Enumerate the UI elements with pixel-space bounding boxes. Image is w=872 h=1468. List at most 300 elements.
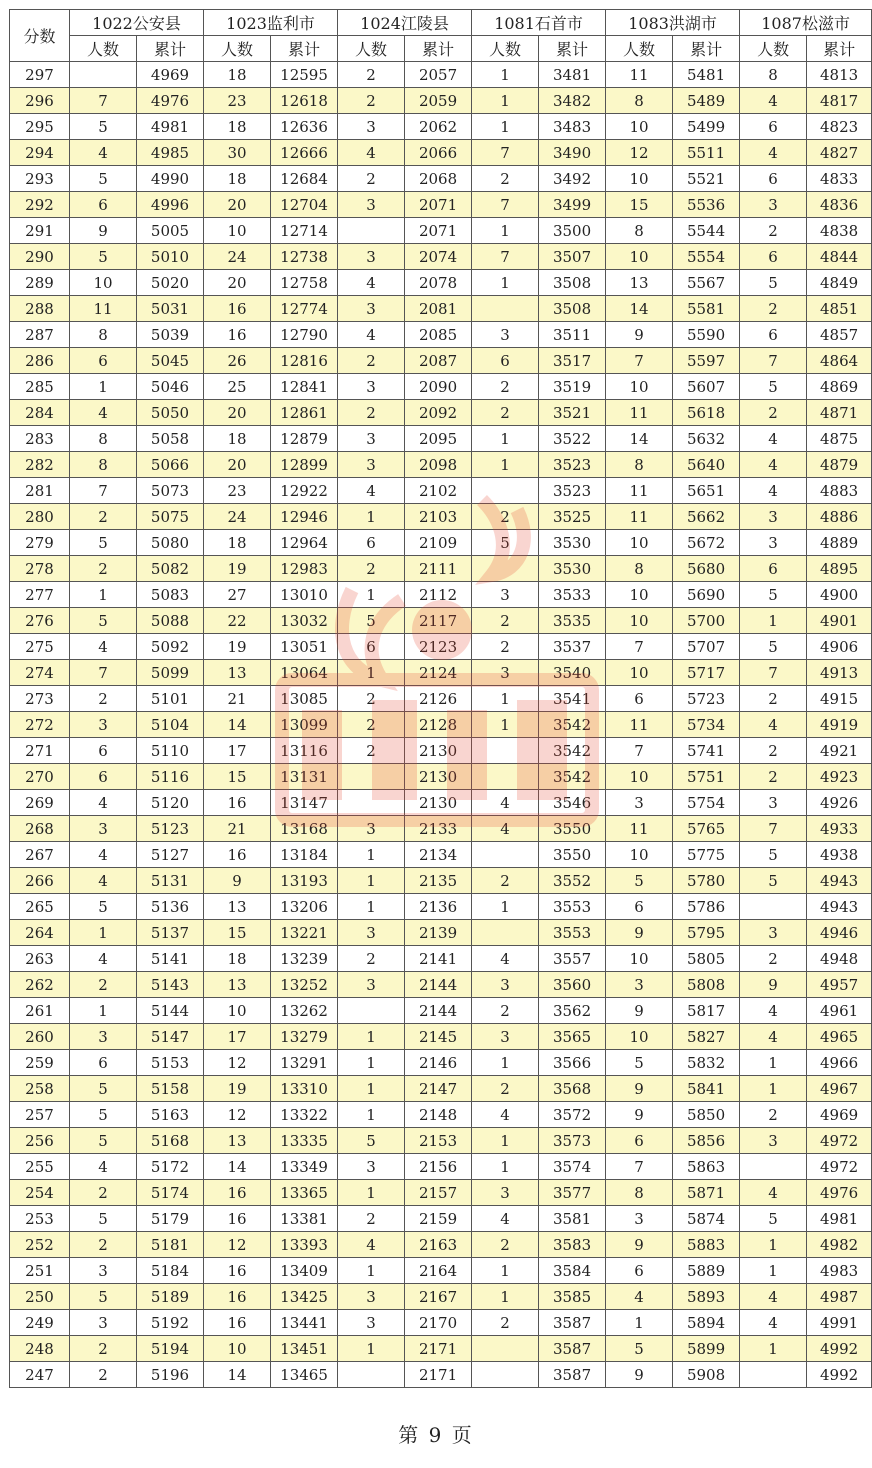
count-cell: 3 (338, 972, 405, 998)
cumulative-cell: 5707 (673, 634, 740, 660)
cumulative-cell: 2133 (405, 816, 472, 842)
cumulative-cell: 3552 (539, 868, 606, 894)
cumulative-cell: 2071 (405, 192, 472, 218)
count-cell: 4 (740, 88, 807, 114)
count-cell: 1 (338, 1258, 405, 1284)
cumulative-cell: 4991 (807, 1310, 872, 1336)
table-row (10, 1024, 872, 1050)
cumulative-cell: 4836 (807, 192, 872, 218)
cumulative-cell: 5751 (673, 764, 740, 790)
cumulative-cell: 12684 (271, 166, 338, 192)
cumulative-cell: 5871 (673, 1180, 740, 1206)
cumulative-cell: 2147 (405, 1076, 472, 1102)
cumulative-cell: 12879 (271, 426, 338, 452)
count-cell (472, 556, 539, 582)
count-cell: 2 (338, 166, 405, 192)
cumulative-cell: 5883 (673, 1232, 740, 1258)
cumulative-cell: 4864 (807, 348, 872, 374)
count-cell: 10 (204, 1336, 271, 1362)
count-cell: 16 (204, 842, 271, 868)
cumulative-cell: 4833 (807, 166, 872, 192)
cumulative-cell: 5651 (673, 478, 740, 504)
count-cell: 4 (472, 1206, 539, 1232)
score-cell: 265 (10, 894, 70, 920)
count-cell: 3 (338, 192, 405, 218)
cumulative-cell: 2092 (405, 400, 472, 426)
cumulative-cell: 2087 (405, 348, 472, 374)
count-cell (472, 920, 539, 946)
cumulative-cell: 3562 (539, 998, 606, 1024)
cumulative-cell: 3585 (539, 1284, 606, 1310)
score-cell: 278 (10, 556, 70, 582)
cumulative-cell: 4987 (807, 1284, 872, 1310)
cumulative-header: 累计 (137, 36, 204, 62)
cumulative-cell: 2112 (405, 582, 472, 608)
count-cell (338, 218, 405, 244)
cumulative-cell: 5889 (673, 1258, 740, 1284)
cumulative-cell: 4857 (807, 322, 872, 348)
cumulative-cell: 5099 (137, 660, 204, 686)
score-cell: 250 (10, 1284, 70, 1310)
cumulative-cell: 2130 (405, 738, 472, 764)
cumulative-cell: 3481 (539, 62, 606, 88)
cumulative-cell: 5083 (137, 582, 204, 608)
table-row (10, 1076, 872, 1102)
cumulative-cell: 4992 (807, 1336, 872, 1362)
count-cell: 2 (740, 218, 807, 244)
cumulative-cell: 5805 (673, 946, 740, 972)
score-cell: 289 (10, 270, 70, 296)
count-cell: 24 (204, 244, 271, 270)
count-cell: 8 (70, 322, 137, 348)
count-cell: 14 (204, 1362, 271, 1388)
cumulative-cell: 12595 (271, 62, 338, 88)
table-row (10, 816, 872, 842)
count-cell: 7 (740, 816, 807, 842)
count-cell: 1 (338, 582, 405, 608)
count-cell: 7 (740, 348, 807, 374)
cumulative-cell: 3530 (539, 530, 606, 556)
count-cell: 4 (740, 426, 807, 452)
count-cell: 9 (606, 998, 673, 1024)
count-cell: 2 (740, 686, 807, 712)
count-cell: 13 (204, 660, 271, 686)
count-cell: 6 (606, 1128, 673, 1154)
cumulative-cell: 5734 (673, 712, 740, 738)
cumulative-cell: 2130 (405, 764, 472, 790)
cumulative-cell: 4983 (807, 1258, 872, 1284)
cumulative-cell: 4938 (807, 842, 872, 868)
score-cell: 257 (10, 1102, 70, 1128)
table-row (10, 868, 872, 894)
cumulative-cell: 2068 (405, 166, 472, 192)
count-cell: 2 (70, 1180, 137, 1206)
table-row (10, 1154, 872, 1180)
count-cell: 1 (70, 998, 137, 1024)
count-cell: 3 (70, 816, 137, 842)
count-cell: 5 (740, 582, 807, 608)
count-cell: 4 (740, 478, 807, 504)
count-cell: 7 (606, 738, 673, 764)
count-cell: 1 (472, 894, 539, 920)
count-cell: 1 (70, 582, 137, 608)
score-cell: 297 (10, 62, 70, 88)
table-row (10, 556, 872, 582)
cumulative-cell: 12738 (271, 244, 338, 270)
cumulative-cell: 5168 (137, 1128, 204, 1154)
cumulative-cell: 4976 (807, 1180, 872, 1206)
cumulative-cell: 3546 (539, 790, 606, 816)
cumulative-cell: 2057 (405, 62, 472, 88)
cumulative-cell: 2081 (405, 296, 472, 322)
count-cell: 2 (472, 634, 539, 660)
cumulative-cell: 5832 (673, 1050, 740, 1076)
cumulative-cell: 5723 (673, 686, 740, 712)
cumulative-cell: 13291 (271, 1050, 338, 1076)
score-cell: 270 (10, 764, 70, 790)
count-cell: 3 (472, 322, 539, 348)
count-cell: 1 (338, 1336, 405, 1362)
cumulative-cell: 5005 (137, 218, 204, 244)
cumulative-cell: 5116 (137, 764, 204, 790)
count-cell: 12 (204, 1232, 271, 1258)
cumulative-cell: 5120 (137, 790, 204, 816)
count-cell: 2 (70, 1232, 137, 1258)
cumulative-cell: 2156 (405, 1154, 472, 1180)
count-cell: 2 (472, 608, 539, 634)
region-header: 1023监利市 (204, 10, 338, 36)
score-cell: 273 (10, 686, 70, 712)
cumulative-cell: 5632 (673, 426, 740, 452)
count-cell: 10 (204, 998, 271, 1024)
table-row (10, 1050, 872, 1076)
cumulative-cell: 2109 (405, 530, 472, 556)
count-cell: 2 (338, 1206, 405, 1232)
count-cell: 1 (740, 1050, 807, 1076)
cumulative-cell: 13010 (271, 582, 338, 608)
count-cell: 7 (472, 244, 539, 270)
count-cell (740, 1362, 807, 1388)
cumulative-cell: 5894 (673, 1310, 740, 1336)
count-cell (70, 62, 137, 88)
score-cell: 281 (10, 478, 70, 504)
count-header: 人数 (606, 36, 673, 62)
count-cell (472, 842, 539, 868)
count-cell: 3 (70, 712, 137, 738)
count-cell (472, 1362, 539, 1388)
cumulative-cell: 5817 (673, 998, 740, 1024)
count-cell: 5 (70, 894, 137, 920)
count-cell: 6 (740, 556, 807, 582)
count-cell: 6 (70, 738, 137, 764)
cumulative-cell: 3584 (539, 1258, 606, 1284)
count-cell: 3 (338, 296, 405, 322)
count-cell: 3 (70, 1024, 137, 1050)
table-row (10, 114, 872, 140)
cumulative-cell: 5088 (137, 608, 204, 634)
score-cell: 274 (10, 660, 70, 686)
cumulative-cell: 5841 (673, 1076, 740, 1102)
count-cell: 1 (338, 1180, 405, 1206)
cumulative-cell: 2102 (405, 478, 472, 504)
cumulative-cell: 3587 (539, 1336, 606, 1362)
count-cell (472, 1336, 539, 1362)
count-cell: 20 (204, 400, 271, 426)
cumulative-cell: 4906 (807, 634, 872, 660)
count-cell: 1 (472, 686, 539, 712)
cumulative-cell: 3542 (539, 738, 606, 764)
cumulative-cell: 5066 (137, 452, 204, 478)
cumulative-cell: 2090 (405, 374, 472, 400)
cumulative-cell: 5136 (137, 894, 204, 920)
count-cell: 16 (204, 1310, 271, 1336)
cumulative-header: 累计 (539, 36, 606, 62)
cumulative-cell: 5192 (137, 1310, 204, 1336)
cumulative-cell: 13184 (271, 842, 338, 868)
cumulative-cell: 5672 (673, 530, 740, 556)
count-cell: 6 (338, 530, 405, 556)
score-cell: 284 (10, 400, 70, 426)
cumulative-cell: 2157 (405, 1180, 472, 1206)
count-cell: 7 (70, 88, 137, 114)
count-cell: 19 (204, 1076, 271, 1102)
cumulative-cell: 3583 (539, 1232, 606, 1258)
count-cell: 16 (204, 296, 271, 322)
cumulative-cell: 5717 (673, 660, 740, 686)
count-cell: 9 (606, 920, 673, 946)
cumulative-cell: 4990 (137, 166, 204, 192)
count-cell: 13 (204, 894, 271, 920)
cumulative-cell: 12922 (271, 478, 338, 504)
table-row (10, 764, 872, 790)
count-header: 人数 (70, 36, 137, 62)
count-cell: 26 (204, 348, 271, 374)
count-cell: 4 (472, 816, 539, 842)
cumulative-cell: 5147 (137, 1024, 204, 1050)
count-cell: 4 (70, 946, 137, 972)
cumulative-cell: 13116 (271, 738, 338, 764)
count-cell: 20 (204, 452, 271, 478)
score-cell: 260 (10, 1024, 70, 1050)
cumulative-cell: 4943 (807, 868, 872, 894)
cumulative-cell: 5489 (673, 88, 740, 114)
count-cell (472, 764, 539, 790)
table-row (10, 296, 872, 322)
count-cell: 9 (606, 1232, 673, 1258)
count-cell: 1 (472, 712, 539, 738)
count-cell: 5 (740, 634, 807, 660)
table-row (10, 920, 872, 946)
cumulative-cell: 13335 (271, 1128, 338, 1154)
score-cell: 279 (10, 530, 70, 556)
score-cell: 254 (10, 1180, 70, 1206)
count-cell: 9 (204, 868, 271, 894)
count-cell: 3 (338, 374, 405, 400)
cumulative-cell: 5567 (673, 270, 740, 296)
count-cell: 8 (606, 556, 673, 582)
count-cell: 4 (70, 634, 137, 660)
score-cell: 266 (10, 868, 70, 894)
cumulative-header: 累计 (271, 36, 338, 62)
cumulative-cell: 13365 (271, 1180, 338, 1206)
count-cell: 1 (338, 504, 405, 530)
cumulative-cell: 13099 (271, 712, 338, 738)
cumulative-cell: 3587 (539, 1310, 606, 1336)
count-cell: 10 (606, 244, 673, 270)
count-cell: 1 (740, 1336, 807, 1362)
count-cell (338, 790, 405, 816)
cumulative-cell: 4875 (807, 426, 872, 452)
cumulative-cell: 13393 (271, 1232, 338, 1258)
cumulative-cell: 4985 (137, 140, 204, 166)
count-cell: 24 (204, 504, 271, 530)
count-header: 人数 (472, 36, 539, 62)
cumulative-cell: 5020 (137, 270, 204, 296)
score-cell: 276 (10, 608, 70, 634)
cumulative-cell: 3542 (539, 712, 606, 738)
count-cell (472, 478, 539, 504)
cumulative-cell: 3537 (539, 634, 606, 660)
count-cell: 18 (204, 62, 271, 88)
cumulative-cell: 3507 (539, 244, 606, 270)
cumulative-cell: 5045 (137, 348, 204, 374)
cumulative-cell: 5101 (137, 686, 204, 712)
count-cell: 6 (606, 894, 673, 920)
table-row (10, 88, 872, 114)
count-cell: 10 (606, 530, 673, 556)
cumulative-cell: 5181 (137, 1232, 204, 1258)
table-row (10, 738, 872, 764)
count-cell: 2 (472, 1310, 539, 1336)
cumulative-cell: 13252 (271, 972, 338, 998)
count-cell: 1 (606, 1310, 673, 1336)
count-cell: 4 (740, 1284, 807, 1310)
cumulative-cell: 4813 (807, 62, 872, 88)
cumulative-cell: 2134 (405, 842, 472, 868)
cumulative-cell: 5908 (673, 1362, 740, 1388)
region-header: 1081石首市 (472, 10, 606, 36)
cumulative-cell: 5137 (137, 920, 204, 946)
region-header: 1024江陵县 (338, 10, 472, 36)
cumulative-cell: 4969 (807, 1102, 872, 1128)
cumulative-cell: 3560 (539, 972, 606, 998)
cumulative-cell: 5899 (673, 1336, 740, 1362)
cumulative-cell: 5123 (137, 816, 204, 842)
cumulative-cell: 5597 (673, 348, 740, 374)
cumulative-cell: 2126 (405, 686, 472, 712)
count-cell: 3 (338, 816, 405, 842)
cumulative-cell: 4838 (807, 218, 872, 244)
table-row (10, 244, 872, 270)
cumulative-cell: 12618 (271, 88, 338, 114)
count-cell: 3 (740, 920, 807, 946)
cumulative-cell: 5194 (137, 1336, 204, 1362)
count-cell: 4 (472, 946, 539, 972)
cumulative-cell: 5700 (673, 608, 740, 634)
count-cell: 10 (606, 166, 673, 192)
cumulative-cell: 5662 (673, 504, 740, 530)
count-header: 人数 (740, 36, 807, 62)
cumulative-cell: 13131 (271, 764, 338, 790)
score-table (9, 9, 872, 1388)
table-row (10, 426, 872, 452)
count-cell: 3 (338, 1154, 405, 1180)
cumulative-cell: 4844 (807, 244, 872, 270)
cumulative-cell: 3482 (539, 88, 606, 114)
count-cell: 10 (70, 270, 137, 296)
count-cell: 11 (606, 400, 673, 426)
cumulative-cell: 5780 (673, 868, 740, 894)
cumulative-cell: 5690 (673, 582, 740, 608)
cumulative-cell: 5080 (137, 530, 204, 556)
count-cell: 2 (338, 400, 405, 426)
count-cell: 20 (204, 270, 271, 296)
count-cell: 21 (204, 686, 271, 712)
count-cell: 4 (338, 478, 405, 504)
cumulative-cell: 13051 (271, 634, 338, 660)
score-cell: 294 (10, 140, 70, 166)
count-cell: 1 (338, 1024, 405, 1050)
count-cell: 5 (740, 270, 807, 296)
count-cell: 5 (472, 530, 539, 556)
count-cell: 3 (740, 192, 807, 218)
table-row (10, 686, 872, 712)
count-cell: 10 (606, 114, 673, 140)
count-cell: 6 (740, 166, 807, 192)
count-cell: 2 (740, 738, 807, 764)
cumulative-cell: 2124 (405, 660, 472, 686)
score-cell: 291 (10, 218, 70, 244)
cumulative-cell: 12774 (271, 296, 338, 322)
count-cell: 7 (740, 660, 807, 686)
count-cell: 16 (204, 322, 271, 348)
cumulative-cell: 5141 (137, 946, 204, 972)
count-cell (740, 1154, 807, 1180)
count-cell: 4 (740, 998, 807, 1024)
cumulative-cell: 2098 (405, 452, 472, 478)
score-cell: 280 (10, 504, 70, 530)
cumulative-cell: 5786 (673, 894, 740, 920)
count-cell: 2 (70, 686, 137, 712)
cumulative-cell: 2130 (405, 790, 472, 816)
count-cell: 10 (606, 842, 673, 868)
count-cell: 2 (70, 504, 137, 530)
cumulative-cell: 3542 (539, 764, 606, 790)
cumulative-cell: 5521 (673, 166, 740, 192)
count-cell: 8 (70, 452, 137, 478)
table-row (10, 1362, 872, 1388)
cumulative-cell: 13262 (271, 998, 338, 1024)
cumulative-cell: 3574 (539, 1154, 606, 1180)
count-cell: 11 (606, 504, 673, 530)
cumulative-cell: 4823 (807, 114, 872, 140)
count-cell: 1 (472, 1128, 539, 1154)
count-cell: 25 (204, 374, 271, 400)
score-cell: 295 (10, 114, 70, 140)
count-cell: 10 (204, 218, 271, 244)
count-cell: 13 (204, 1128, 271, 1154)
cumulative-cell: 2136 (405, 894, 472, 920)
count-cell: 5 (606, 868, 673, 894)
cumulative-cell: 5158 (137, 1076, 204, 1102)
cumulative-cell: 4869 (807, 374, 872, 400)
cumulative-cell: 2164 (405, 1258, 472, 1284)
count-cell: 1 (472, 218, 539, 244)
cumulative-header: 累计 (405, 36, 472, 62)
count-cell: 18 (204, 946, 271, 972)
cumulative-cell: 3572 (539, 1102, 606, 1128)
cumulative-cell: 4996 (137, 192, 204, 218)
